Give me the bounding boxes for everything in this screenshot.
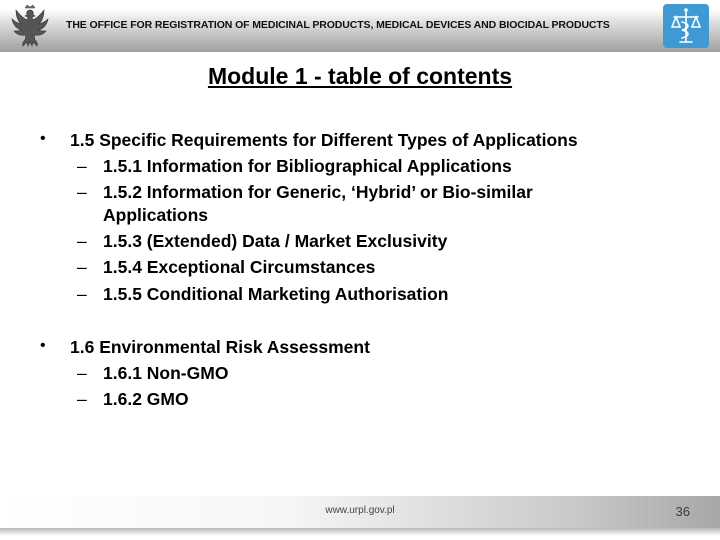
toc-section-label: 1.6 Environmental Risk Assessment (70, 337, 370, 357)
dash-glyph: – (77, 231, 87, 251)
bullet-glyph: • (40, 130, 46, 147)
rod-of-asclepius-scales-logo-icon (663, 4, 709, 48)
dash-glyph: – (77, 156, 87, 176)
polish-eagle-emblem-icon (8, 4, 52, 50)
header-band (0, 0, 720, 52)
toc-item-label: 1.5.1 Information for Bibliographical Applications (103, 156, 512, 176)
page-number: 36 (675, 504, 690, 519)
dash-glyph: – (77, 389, 87, 409)
toc-section-label: 1.5 Specific Requirements for Different Types of Applications (70, 130, 578, 150)
toc-item-1-6-2 (77, 389, 189, 410)
toc-item-1-5-5 (77, 284, 449, 305)
footer-url: www.urpl.gov.pl (325, 505, 395, 516)
toc-section-1-5 (40, 130, 578, 151)
toc-item-label: 1.5.4 Exceptional Circumstances (103, 257, 376, 277)
toc-item-label: 1.6.1 Non-GMO (103, 363, 229, 383)
toc-item-label: 1.5.5 Conditional Marketing Authorisation (103, 284, 449, 304)
organization-name: THE OFFICE FOR REGISTRATION OF MEDICINAL PRODUCTS, MEDICAL DEVICES AND BIOCIDAL PRODUCTS (66, 19, 610, 31)
toc-item-1-6-1 (77, 363, 229, 384)
toc-item-1-5-4 (77, 257, 376, 278)
footer-shadow (0, 528, 720, 536)
dash-glyph: – (77, 257, 87, 277)
toc-item-1-5-1 (77, 156, 512, 177)
toc-item-1-5-2 (77, 182, 533, 203)
toc-item-label: 1.5.2 Information for Generic, ‘Hybrid’ or Bio-similar (103, 182, 533, 202)
dash-glyph: – (77, 284, 87, 304)
page-title: Module 1 - table of contents (207, 63, 513, 89)
toc-item-label: Applications (103, 205, 209, 225)
dash-glyph: – (77, 182, 87, 202)
toc-section-1-6 (40, 337, 370, 358)
dash-glyph: – (77, 363, 87, 383)
toc-item-label: 1.5.3 (Extended) Data / Market Exclusivity (103, 231, 448, 251)
toc-item-label: 1.6.2 GMO (103, 389, 189, 409)
toc-item-1-5-2-continuation (103, 205, 208, 226)
bullet-glyph: • (40, 337, 46, 354)
toc-item-1-5-3 (77, 231, 448, 252)
